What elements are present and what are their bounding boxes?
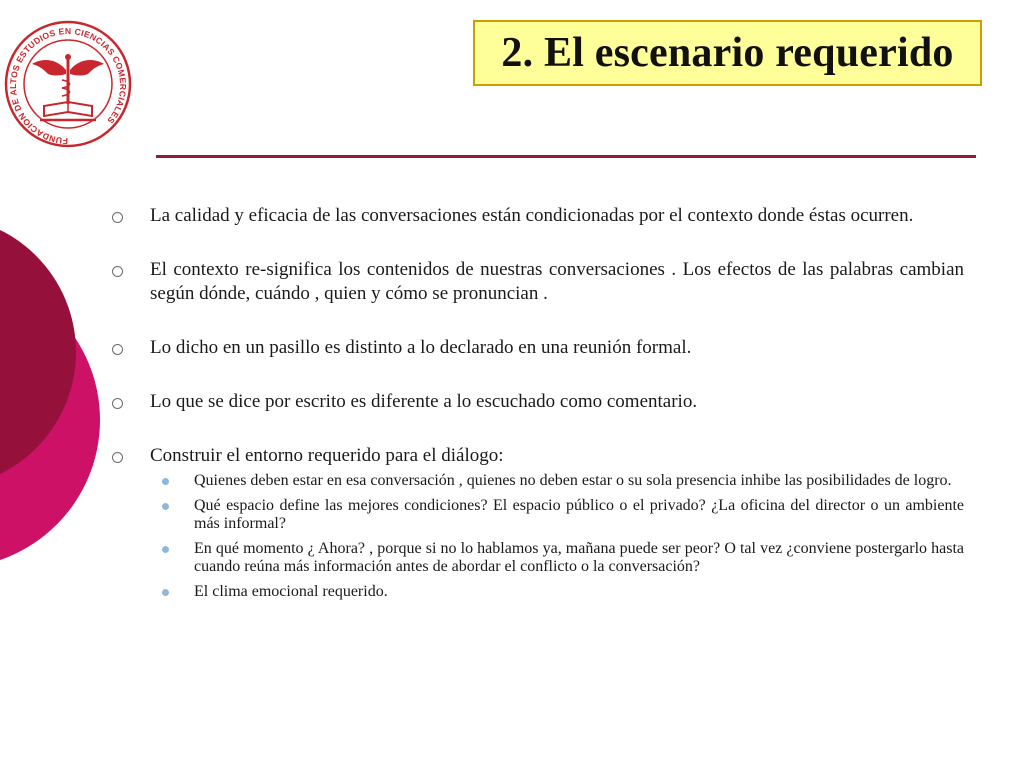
sub-bullet-text: En qué momento ¿ Ahora? , porque si no lo hablamos ya, mañana puede ser peor? O tal vez ¿conviene postergarlo hasta cuando reúna más información antes de abordar el conflicto o la conversación? <box>194 540 964 575</box>
bullet-item <box>112 336 964 360</box>
bullet-item <box>112 258 964 306</box>
sub-bullet-item <box>158 497 964 533</box>
sub-bullet-text: Qué espacio define las mejores condiciones? El espacio público o el privado? ¿La oficina del director o un ambiente más informal? <box>194 497 964 532</box>
filled-dot-bullet-icon <box>162 589 169 596</box>
filled-dot-bullet-icon <box>162 546 169 553</box>
slide-title: 2. El escenario requerido <box>501 30 954 76</box>
title-box <box>473 20 982 86</box>
hollow-circle-bullet-icon <box>112 266 123 277</box>
sub-bullet-text: El clima emocional requerido. <box>194 583 388 600</box>
seal-staff-top <box>65 54 71 60</box>
bullet-text: Lo dicho en un pasillo es distinto a lo declarado en una reunión formal. <box>150 337 692 358</box>
hollow-circle-bullet-icon <box>112 398 123 409</box>
filled-dot-bullet-icon <box>162 503 169 510</box>
bullet-text: Construir el entorno requerido para el diálogo: <box>150 445 504 466</box>
seal-right-wing <box>70 60 104 75</box>
hollow-circle-bullet-icon <box>112 452 123 463</box>
slide-content <box>112 204 964 608</box>
foundation-seal-icon <box>4 18 132 150</box>
sub-bullet-text: Quienes deben estar en esa conversación , quienes no deben estar o su sola presencia inhibe las posibilidades de logro. <box>194 472 952 489</box>
seal-left-wing <box>32 60 66 75</box>
bullet-text: La calidad y eficacia de las conversaciones están condicionadas por el contexto donde éstas ocurren. <box>150 205 914 226</box>
bullet-item <box>112 390 964 414</box>
seal-ring-text: FUNDACION DE ALTOS ESTUDIOS EN CIENCIAS COMERCIALES <box>8 25 129 147</box>
bullet-text: El contexto re-significa los contenidos de nuestras conversaciones . Los efectos de las palabras cambian según dónde, cuándo , quien y cómo se pronuncian . <box>150 259 964 304</box>
bullet-text: Lo que se dice por escrito es diferente a lo escuchado como comentario. <box>150 391 698 412</box>
sub-bullet-item <box>158 540 964 576</box>
sub-bullet-item <box>158 472 964 490</box>
sub-bullet-list <box>158 472 964 601</box>
hollow-circle-bullet-icon <box>112 212 123 223</box>
bullet-item <box>112 444 964 468</box>
title-underline <box>156 155 976 158</box>
sub-bullet-item <box>158 583 964 601</box>
hollow-circle-bullet-icon <box>112 344 123 355</box>
bullet-item <box>112 204 964 228</box>
filled-dot-bullet-icon <box>162 478 169 485</box>
